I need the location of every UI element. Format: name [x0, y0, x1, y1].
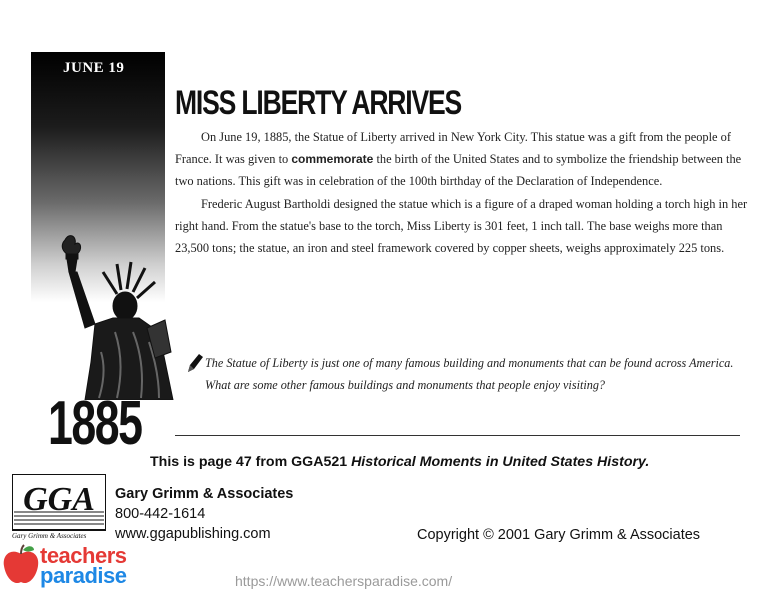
- gga-logo-subtitle: Gary Grimm & Associates: [12, 532, 87, 540]
- year-label: 1885: [48, 389, 142, 458]
- watermark-url[interactable]: https://www.teachersparadise.com/: [235, 573, 453, 589]
- brand-word-paradise: paradise: [40, 563, 127, 588]
- paragraph-2: Frederic August Bartholdi designed the statue which is a figure of a draped woman holding a torch high in her right hand. From the statue's base to the torch, Miss Liberty is 301 feet, 1 inch tall. The base weighs more than 23,500 tons; the statue, an iron and steel framework covered by copper sheets, weighs approximately 225 tons.: [175, 196, 748, 256]
- gga-logo-text: GGA: [23, 481, 95, 518]
- company-website[interactable]: www.ggapublishing.com: [115, 526, 271, 542]
- discussion-question: The Statue of Liberty is just one of many famous building and monuments that can be found across America. What are some other famous buildings and monuments that people enjoy visiting?: [205, 356, 734, 392]
- paragraph-1: [175, 126, 750, 193]
- pencil-icon: [186, 352, 204, 374]
- company-phone: 800-442-1614: [115, 506, 206, 522]
- page-note-prefix: This is page 47 from GGA521: [150, 454, 352, 470]
- article-body: [175, 126, 750, 259]
- paragraph-1-end: the birth of the United States and to symbolize the friendship between the two nations. This gift was in celebration of the 100th birthday of the Declaration of Independence.: [175, 152, 742, 189]
- copyright-notice: Copyright © 2001 Gary Grimm & Associates: [417, 527, 701, 543]
- statue-of-liberty-icon: [55, 232, 185, 400]
- paragraph-1-start: On June 19, 1885, the Statue of Liberty arrived in New York City. This statue was a gift from the people of France. It was given to: [175, 130, 731, 167]
- brand-word-teachers: teachers: [40, 543, 127, 568]
- company-info: [115, 484, 293, 544]
- company-name: Gary Grimm & Associates: [115, 486, 294, 502]
- page-source-note: [150, 454, 649, 470]
- vocab-word: commemorate: [291, 152, 374, 167]
- date-tag: JUNE 19: [63, 60, 125, 76]
- page-title: MISS LIBERTY ARRIVES: [175, 84, 462, 122]
- apple-icon: [2, 544, 40, 586]
- book-title: Historical Moments in United States History.: [351, 454, 650, 470]
- answer-line: [175, 435, 740, 436]
